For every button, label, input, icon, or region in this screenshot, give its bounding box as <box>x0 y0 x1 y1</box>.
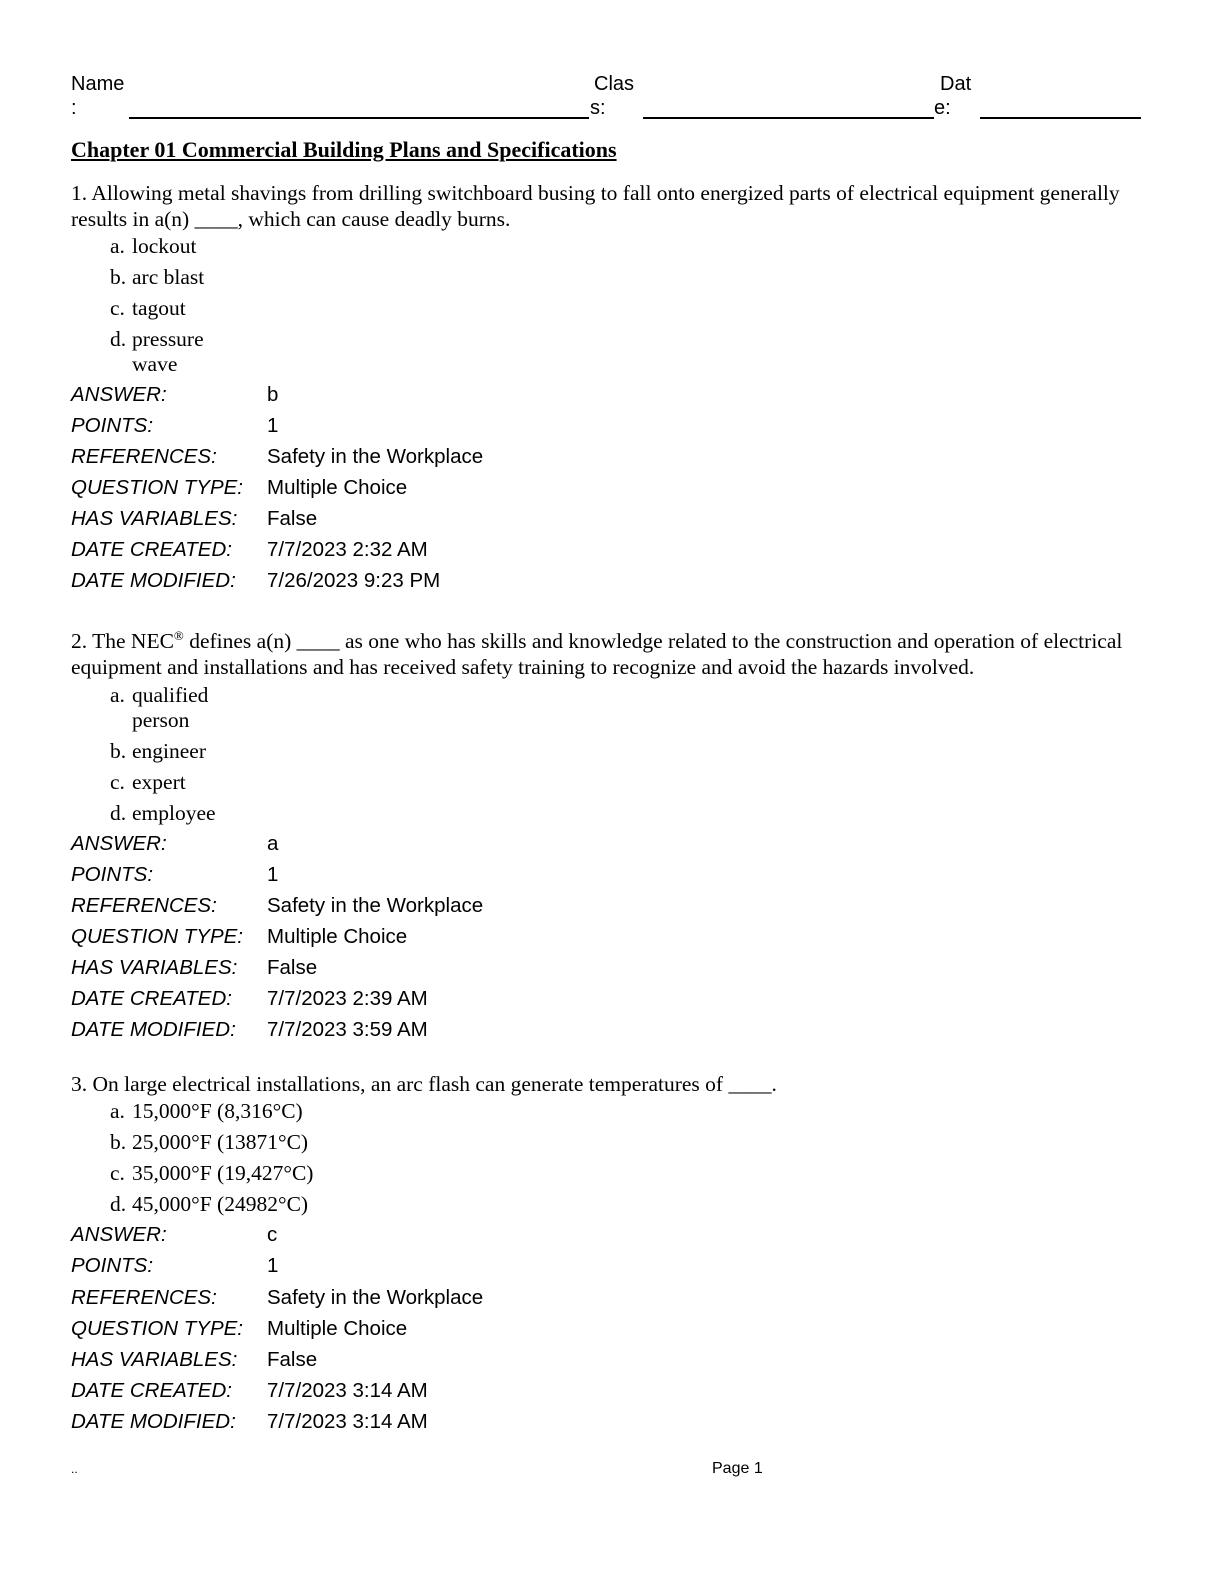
meta-value: Safety in the Workplace <box>267 1286 484 1309</box>
question-type-row <box>71 476 407 500</box>
registered-mark: ® <box>173 627 184 643</box>
meta-value: Safety in the Workplace <box>267 894 484 917</box>
option-text: arc blast <box>132 265 205 289</box>
chapter-title: Chapter 01 Commercial Building Plans and Specifications <box>71 137 617 162</box>
meta-value: b <box>267 383 279 406</box>
question-text: 3. On large electrical installations, an arc flash can generate temperatures of ____. <box>71 1072 777 1096</box>
meta-label: QUESTION TYPE: <box>71 925 243 948</box>
class-label-bottom: s: <box>590 97 606 119</box>
option-b[interactable] <box>110 1130 392 1155</box>
meta-value: 7/7/2023 3:59 AM <box>267 1018 428 1041</box>
date-created-row <box>71 1379 428 1403</box>
meta-label: POINTS: <box>71 1254 154 1277</box>
meta-value: c <box>267 1223 278 1246</box>
date-modified-row <box>71 1410 428 1434</box>
option-d[interactable] <box>110 801 217 826</box>
option-a[interactable] <box>110 683 217 733</box>
option-letter: c. <box>110 296 125 320</box>
meta-value: Multiple Choice <box>267 925 408 948</box>
date-modified-row <box>71 1018 428 1042</box>
meta-value: False <box>267 507 318 530</box>
references-row <box>71 1286 483 1310</box>
option-text: 45,000°F (24982°C) <box>132 1192 309 1216</box>
class-label-top: Clas <box>594 73 635 95</box>
meta-label: REFERENCES: <box>71 1286 217 1309</box>
option-text: lockout <box>132 234 197 258</box>
answer-row <box>71 1223 277 1247</box>
meta-value: False <box>267 956 318 979</box>
page-number: Page 1 <box>712 1460 763 1477</box>
name-input-line[interactable] <box>129 117 589 119</box>
class-input-line[interactable] <box>643 117 934 119</box>
option-text: 35,000°F (19,427°C) <box>132 1161 314 1185</box>
meta-value: 1 <box>267 863 279 886</box>
meta-label: ANSWER: <box>71 383 167 406</box>
question-text-end: defines a(n) ____ as one who has skills and knowledge related to the construction and operation of electrical equipment and installations and has received safety training to recognize and avoid the hazards involved. <box>71 629 1123 679</box>
meta-value: 7/7/2023 2:39 AM <box>267 987 428 1010</box>
meta-label: DATE CREATED: <box>71 987 232 1010</box>
option-letter: d. <box>110 1192 127 1216</box>
has-variables-row <box>71 507 317 531</box>
date-created-row <box>71 538 428 562</box>
meta-value: 7/7/2023 3:14 AM <box>267 1379 428 1402</box>
option-letter: b. <box>110 265 127 289</box>
question-text: 1. Allowing metal shavings from drilling switchboard busing to fall onto energized parts of electrical equipment generally results in a(n) ____, which can cause deadly burns. <box>71 181 1120 231</box>
meta-value: 7/26/2023 9:23 PM <box>267 569 441 592</box>
meta-label: QUESTION TYPE: <box>71 476 243 499</box>
meta-label: POINTS: <box>71 414 154 437</box>
option-letter: a. <box>110 234 125 258</box>
answer-row <box>71 832 278 856</box>
meta-label: HAS VARIABLES: <box>71 956 238 979</box>
meta-label: QUESTION TYPE: <box>71 1317 243 1340</box>
meta-label: DATE MODIFIED: <box>71 569 236 592</box>
option-text: tagout <box>132 296 186 320</box>
option-letter: b. <box>110 739 127 763</box>
date-created-row <box>71 987 428 1011</box>
date-label-top: Dat <box>940 73 972 95</box>
meta-label: REFERENCES: <box>71 445 217 468</box>
option-text: qualified person <box>132 683 209 732</box>
meta-value: a <box>267 832 279 855</box>
option-text: 15,000°F (8,316°C) <box>132 1099 303 1123</box>
option-d[interactable] <box>110 327 217 377</box>
option-b[interactable] <box>110 265 217 290</box>
has-variables-row <box>71 1348 317 1372</box>
meta-label: DATE CREATED: <box>71 538 232 561</box>
option-a[interactable] <box>110 1099 392 1124</box>
meta-label: HAS VARIABLES: <box>71 507 238 530</box>
meta-label: DATE CREATED: <box>71 1379 232 1402</box>
question-type-row <box>71 1317 407 1341</box>
option-letter: a. <box>110 683 125 707</box>
option-letter: c. <box>110 770 125 794</box>
option-text: employee <box>132 801 216 825</box>
option-text: 25,000°F (13871°C) <box>132 1130 309 1154</box>
option-c[interactable] <box>110 296 217 321</box>
meta-value: False <box>267 1348 318 1371</box>
option-b[interactable] <box>110 739 217 764</box>
option-letter: a. <box>110 1099 125 1123</box>
meta-value: Multiple Choice <box>267 1317 408 1340</box>
question-type-row <box>71 925 407 949</box>
meta-value: Multiple Choice <box>267 476 408 499</box>
answer-row <box>71 383 278 407</box>
option-c[interactable] <box>110 1161 392 1186</box>
footer-mark: .. <box>71 1462 78 1476</box>
meta-value: 7/7/2023 2:32 AM <box>267 538 428 561</box>
name-label-top: Name <box>71 73 125 95</box>
date-input-line[interactable] <box>980 117 1141 119</box>
option-text: pressure wave <box>132 327 204 376</box>
option-letter: c. <box>110 1161 125 1185</box>
points-row <box>71 414 278 438</box>
references-row <box>71 894 483 918</box>
option-text: expert <box>132 770 186 794</box>
meta-label: REFERENCES: <box>71 894 217 917</box>
option-c[interactable] <box>110 770 217 795</box>
meta-label: DATE MODIFIED: <box>71 1410 236 1433</box>
meta-value: 7/7/2023 3:14 AM <box>267 1410 428 1433</box>
name-label-bottom: : <box>71 97 77 119</box>
meta-label: HAS VARIABLES: <box>71 1348 238 1371</box>
meta-value: 1 <box>267 1254 279 1277</box>
points-row <box>71 1254 278 1278</box>
option-letter: d. <box>110 327 127 351</box>
question-text <box>71 628 1146 680</box>
option-a[interactable] <box>110 234 217 259</box>
question-text-start: 2. The NEC <box>71 629 174 653</box>
meta-label: ANSWER: <box>71 1223 167 1246</box>
has-variables-row <box>71 956 317 980</box>
points-row <box>71 863 278 887</box>
date-modified-row <box>71 569 440 593</box>
meta-value: 1 <box>267 414 279 437</box>
meta-label: DATE MODIFIED: <box>71 1018 236 1041</box>
option-d[interactable] <box>110 1192 392 1217</box>
option-letter: d. <box>110 801 127 825</box>
date-label-bottom: e: <box>934 97 951 119</box>
references-row <box>71 445 483 469</box>
option-letter: b. <box>110 1130 127 1154</box>
meta-label: POINTS: <box>71 863 154 886</box>
meta-value: Safety in the Workplace <box>267 445 484 468</box>
option-text: engineer <box>132 739 207 763</box>
meta-label: ANSWER: <box>71 832 167 855</box>
